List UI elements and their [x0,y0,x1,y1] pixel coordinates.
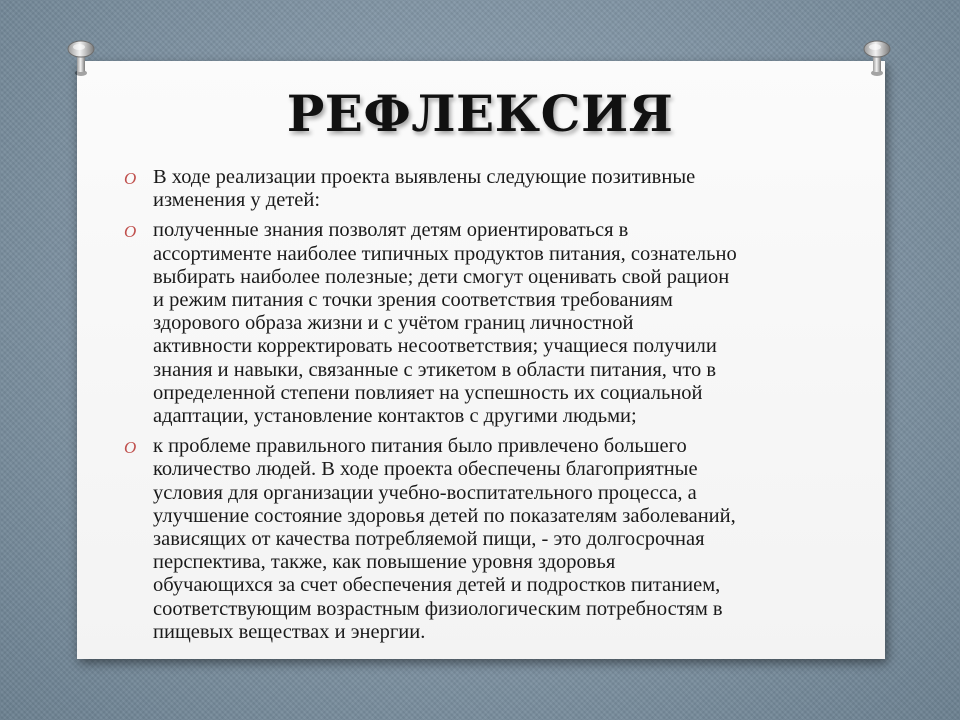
list-item-line: изменения у детей: [153,189,321,212]
list-item-line: перспектива, также, как повышение уровня здоровья [153,551,616,574]
list-item-line: определенной степени повлияет на успешность их социальной [153,381,703,404]
list-item-line: обучающихся за счет обеспечения детей и подростков питанием, [153,574,721,597]
list-item-line: выбирать наиболее полезные; дети смогут оценивать свой рацион [153,265,730,288]
list-item-line: здорового образа жизни и с учётом границ личностной [153,312,634,335]
list-item-line: соответствующим возрастным физиологическим потребностям в [153,597,723,620]
list-item-line: и режим питания с точки зрения соответствия требованиям [153,289,673,312]
pushpin-icon [64,38,98,78]
list-item [120,166,840,212]
bullet-icon: O [124,169,137,188]
list-item-line: знания и навыки, связанные с этикетом в области питания, что в [153,358,717,381]
list-item-line: ассортименте наиболее типичных продуктов питания, сознательно [153,242,737,265]
slide-title: РЕФЛЕКСИЯ [286,84,674,143]
bullet-icon: O [124,438,137,458]
list-item [120,219,840,428]
bullet-list [120,166,840,651]
list-item-line: к проблеме правильного питания было привлечено большего [153,435,687,458]
bullet-icon: O [124,222,137,242]
list-item-line: улучшение состояние здоровья детей по показателям заболеваний, [153,504,736,527]
list-item-line: В ходе реализации проекта выявлены следующие позитивные [153,166,696,188]
list-item-line: количество людей. В ходе проекта обеспечены благоприятные [153,458,698,481]
list-item-line: полученные знания позволят детям ориентироваться в [153,219,629,242]
list-item [120,435,840,644]
list-item-line: условия для организации учебно-воспитательного процесса, а [153,481,697,504]
list-item-line: адаптации, установление контактов с другими людьми; [153,405,637,428]
list-item-line: зависящих от качества потребляемой пищи, - это долгосрочная [153,528,705,551]
pushpin-icon [860,38,894,78]
list-item-line: активности корректировать несоответствия; учащиеся получили [153,335,717,358]
list-item-line: пищевых веществах и энергии. [153,620,426,643]
